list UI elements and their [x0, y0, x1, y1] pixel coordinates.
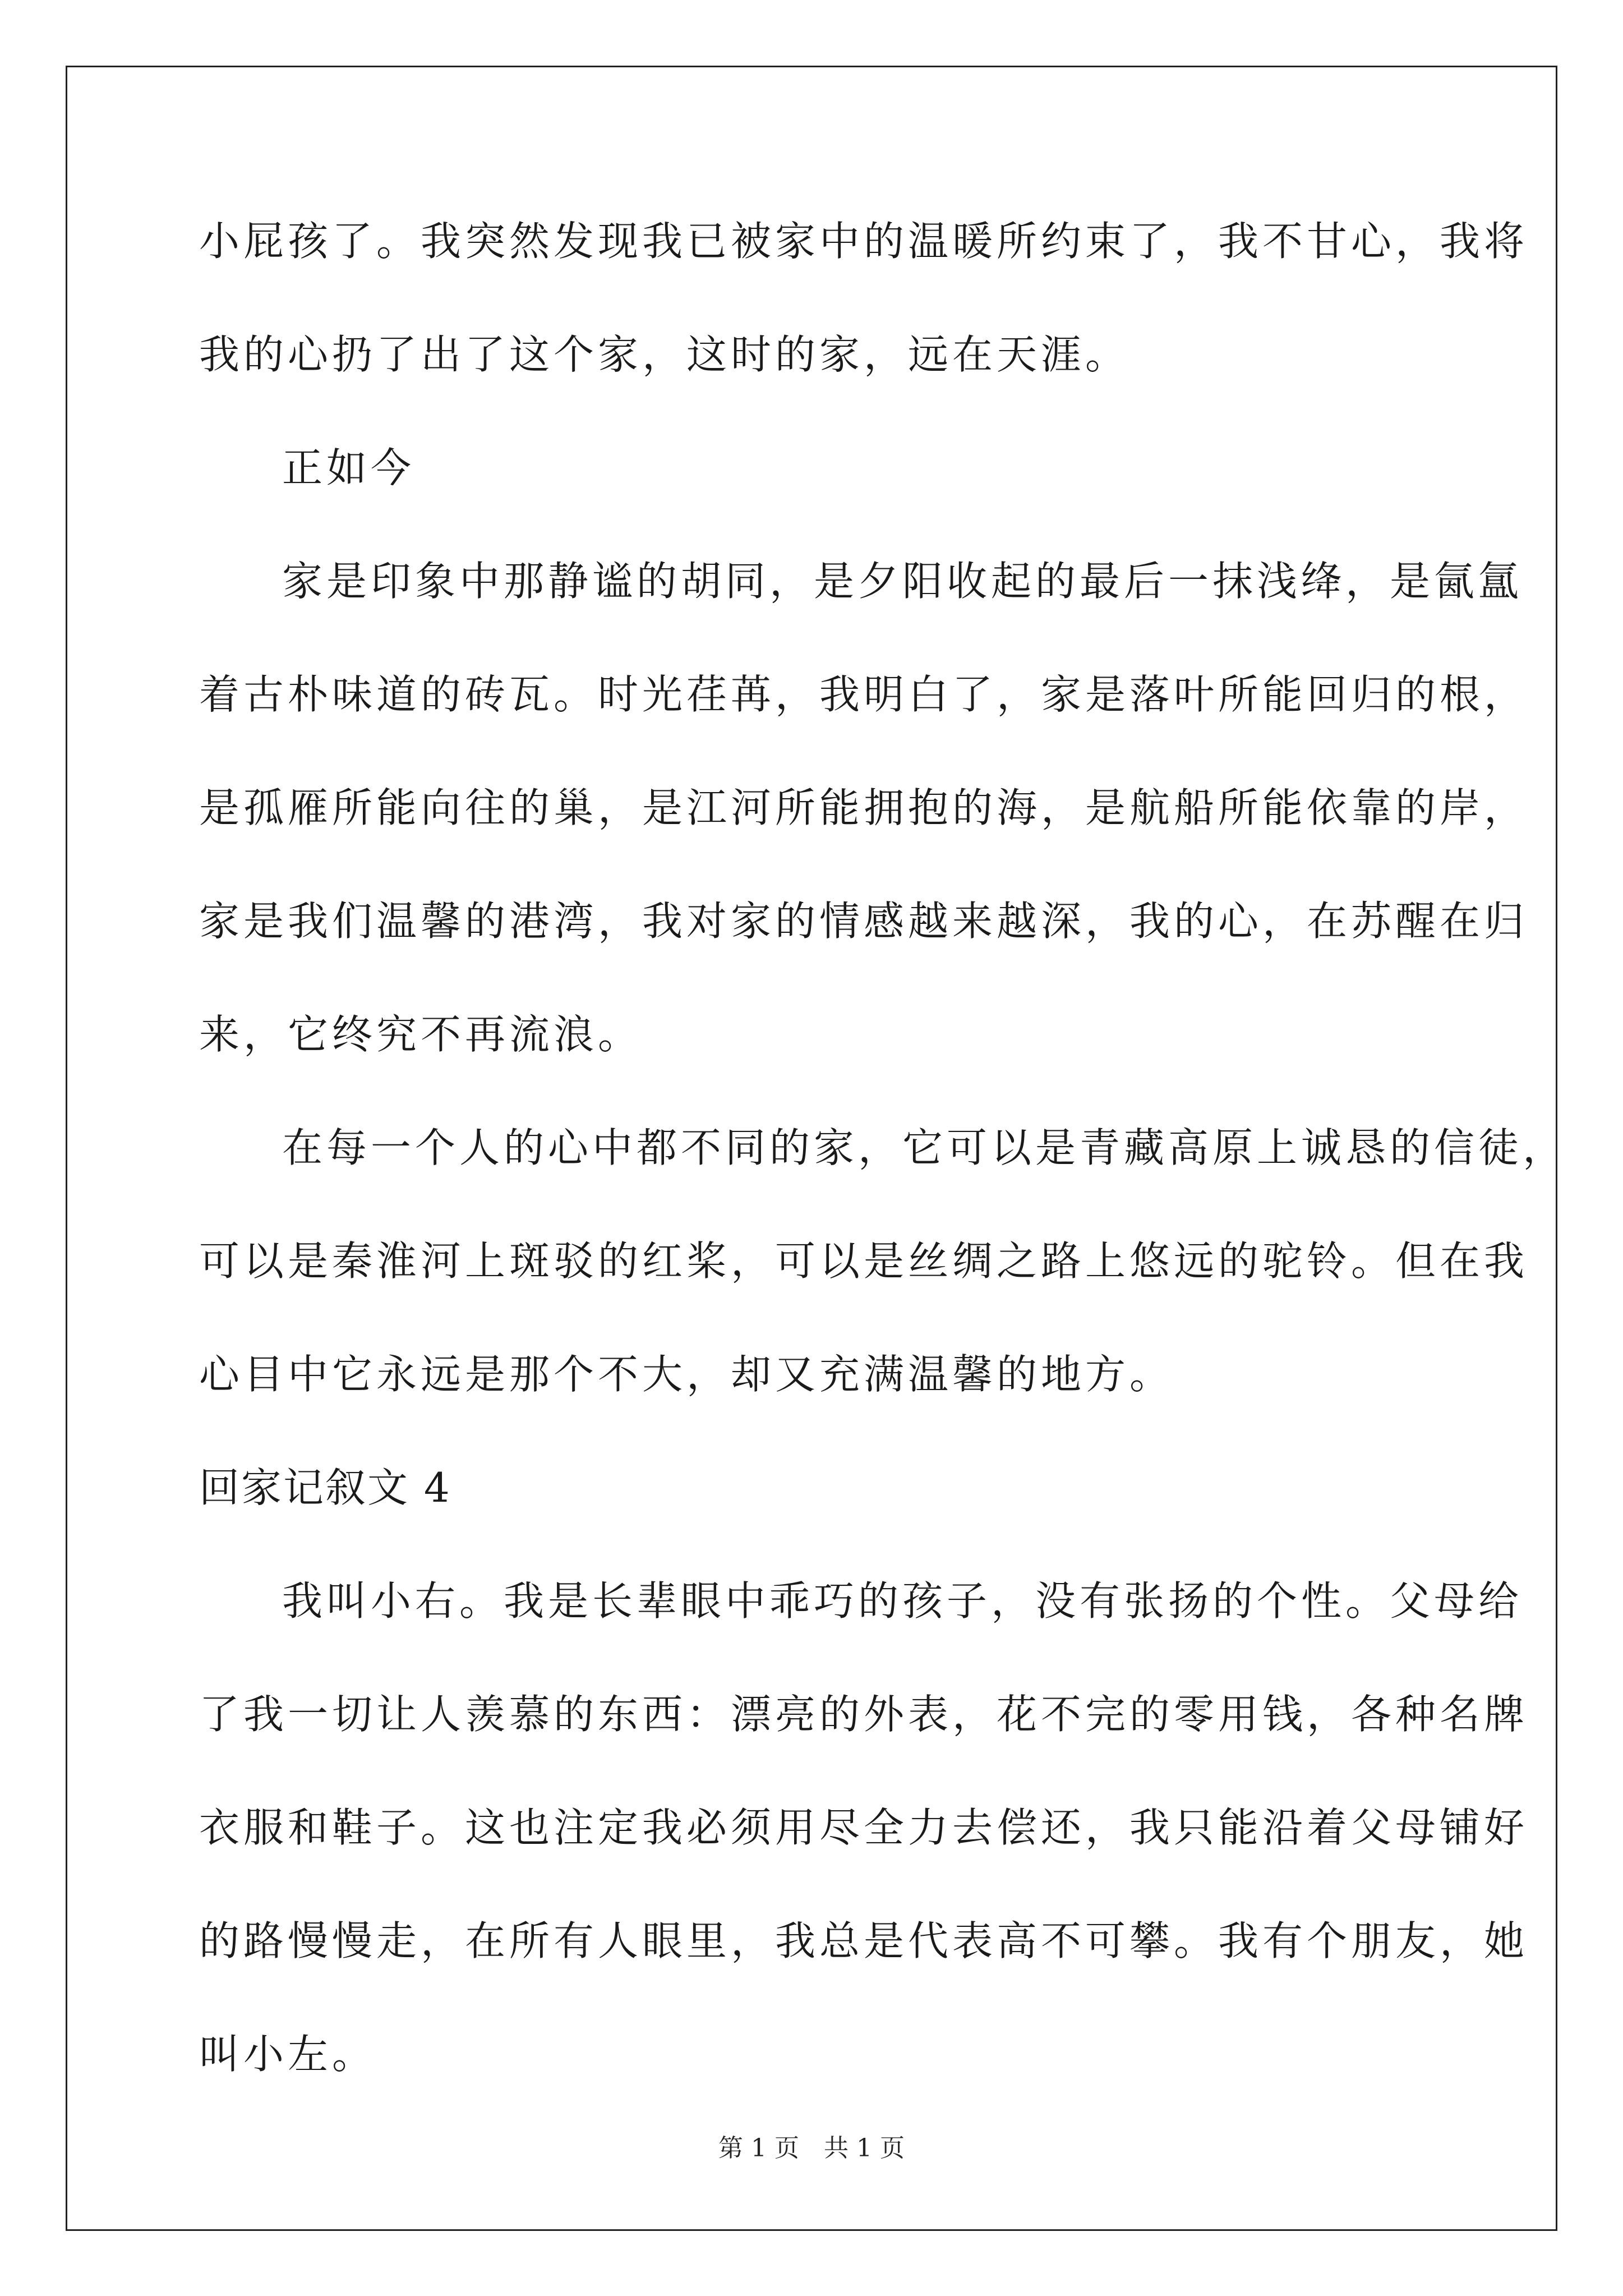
text-line: 了我一切让人羡慕的东西：漂亮的外表，花不完的零用钱，各种名牌 — [199, 1691, 1529, 1738]
paragraph-start: 家是印象中那静谧的胡同，是夕阳收起的最后一抹浅绛，是氤氲 — [282, 558, 1523, 605]
text-line: 的路慢慢走，在所有人眼里，我总是代表高不可攀。我有个朋友，她 — [199, 1917, 1529, 1964]
text-line: 心目中它永远是那个不大，却又充满温馨的地方。 — [199, 1351, 1174, 1398]
paragraph-start: 在每一个人的心中都不同的家，它可以是青藏高原上诚恳的信徒， — [282, 1124, 1567, 1171]
paragraph-start: 我叫小右。我是长辈眼中乖巧的孩子，没有张扬的个性。父母给 — [282, 1577, 1523, 1625]
text-line: 小屁孩了。我突然发现我已被家中的温暖所约束了，我不甘心，我将 — [199, 218, 1529, 265]
text-line: 我的心扔了出了这个家，这时的家，远在天涯。 — [199, 331, 1130, 378]
text-line: 是孤雁所能向往的巢，是江河所能拥抱的海，是航船所能依靠的岸， — [199, 784, 1529, 831]
paragraph-start: 正如今 — [282, 444, 416, 491]
document-body — [199, 213, 1567, 2082]
section-heading: 回家记叙文 4 — [199, 1464, 451, 1511]
text-line: 来，它终究不再流浪。 — [199, 1011, 643, 1058]
text-line: 家是我们温馨的港湾，我对家的情感越来越深，我的心，在苏醒在归 — [199, 898, 1529, 945]
text-line: 叫小左。 — [199, 2031, 377, 2078]
page-number-footer: 第 1 页 共 1 页 — [718, 2134, 905, 2162]
text-line: 可以是秦淮河上斑驳的红桨，可以是丝绸之路上悠远的驼铃。但在我 — [199, 1237, 1529, 1285]
text-line: 衣服和鞋子。这也注定我必须用尽全力去偿还，我只能沿着父母铺好 — [199, 1804, 1529, 1851]
text-line: 着古朴味道的砖瓦。时光荏苒，我明白了，家是落叶所能回归的根， — [199, 671, 1529, 718]
